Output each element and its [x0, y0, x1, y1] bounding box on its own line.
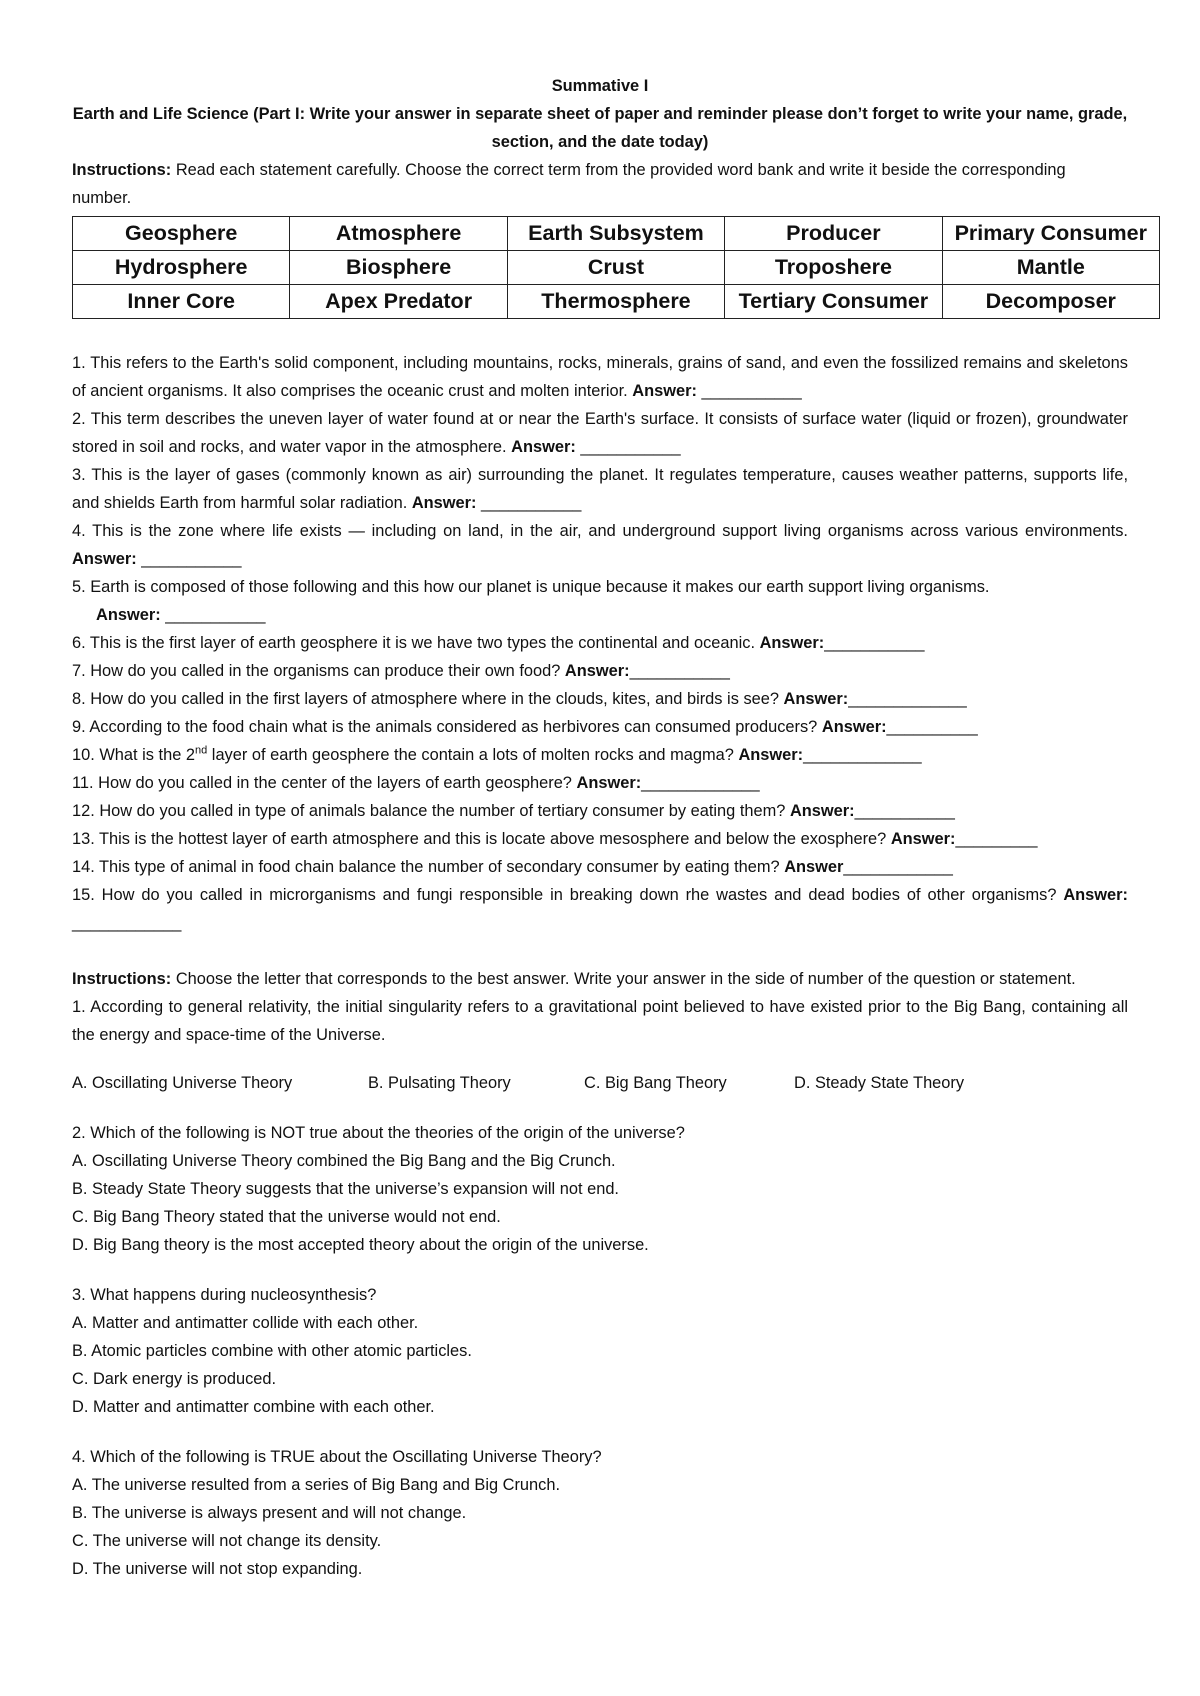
- answer-blank: _________: [955, 830, 1038, 848]
- mc-option: B. Atomic particles combine with other atomic particles.: [72, 1342, 472, 1360]
- mc-question-1: 1. According to general relativity, the initial singularity refers to a gravitational point believed to have existed prior to the Big Bang, containing all the energy and space-time of the Universe.: [72, 998, 1128, 1044]
- instructions-label: Instructions:: [72, 161, 172, 179]
- question-text: 11. How do you called in the center of the layers of earth geosphere?: [72, 774, 577, 792]
- question-3: [72, 461, 1128, 517]
- question-9: [72, 713, 1128, 741]
- word-bank-row: [73, 251, 1160, 285]
- answer-label: Answer:: [576, 774, 642, 792]
- instructions-text: Read each statement carefully. Choose the correct term from the provided word bank and write it beside the corresponding number.: [72, 161, 1066, 207]
- answer-blank: ___________: [854, 802, 955, 820]
- question-15: [72, 881, 1128, 937]
- question-text: 2. This term describes the uneven layer of water found at or near the Earth's surface. It consists of surface water (liquid or frozen), groundwater stored in soil and rocks, and water vapor in the atmosphere.: [72, 410, 1128, 456]
- answer-label: Answer:: [789, 802, 855, 820]
- answer-blank: ___________: [824, 634, 925, 652]
- question-text: 1. This refers to the Earth's solid component, including mountains, rocks, minerals, grains of sand, and even the fossilized remains and skeletons of ancient organisms. It also comprises the oceanic crust and molten interior.: [72, 354, 1128, 400]
- question-12: [72, 797, 1128, 825]
- question-text: 3. This is the layer of gases (commonly known as air) surrounding the planet. It regulates temperature, causes weather patterns, supports life, and shields Earth from harmful solar radiation.: [72, 466, 1128, 512]
- mc-option: A. Oscillating Universe Theory combined the Big Bang and the Big Crunch.: [72, 1152, 616, 1170]
- word-bank-cell: Geosphere: [73, 217, 290, 251]
- word-bank-table: [72, 216, 1160, 319]
- question-7: [72, 657, 1128, 685]
- section-spacer: [72, 1259, 1128, 1281]
- question-text: layer of earth geosphere the contain a lots of molten rocks and magma?: [207, 746, 739, 764]
- question-11: [72, 769, 1128, 797]
- question-14: [72, 853, 1128, 881]
- question-5-answer: [72, 601, 1128, 629]
- answer-blank: _____________: [641, 774, 760, 792]
- word-bank-row: [73, 217, 1160, 251]
- mc-question-4: 4. Which of the following is TRUE about the Oscillating Universe Theory?: [72, 1448, 602, 1466]
- question-text: 7. How do you called in the organisms can produce their own food?: [72, 662, 565, 680]
- question-text: 8. How do you called in the first layers of atmosphere where in the clouds, kites, and birds is see?: [72, 690, 784, 708]
- answer-label: Answer:: [783, 690, 849, 708]
- answer-blank: _____________: [803, 746, 922, 764]
- answer-blank: ___________: [160, 606, 266, 624]
- mc-question-2: 2. Which of the following is NOT true about the theories of the origin of the universe?: [72, 1124, 685, 1142]
- word-bank-cell: Biosphere: [290, 251, 507, 285]
- answer-blank: ___________: [476, 494, 582, 512]
- mc-option: B. The universe is always present and will not change.: [72, 1504, 467, 1522]
- question-text: 6. This is the first layer of earth geosphere it is we have two types the continental and oceanic.: [72, 634, 760, 652]
- question-8: [72, 685, 1128, 713]
- answer-label: Answer:: [890, 830, 956, 848]
- answer-blank: ____________: [72, 914, 182, 932]
- word-bank-cell: Producer: [725, 217, 942, 251]
- ordinal-suffix: nd: [195, 744, 208, 757]
- answer-label: Answer:: [759, 634, 825, 652]
- mc-option: A. Oscillating Universe Theory: [72, 1074, 293, 1092]
- answer-label: Answer:: [72, 550, 137, 568]
- answer-label: Answer:: [411, 494, 477, 512]
- section-spacer: [72, 1049, 1128, 1069]
- word-bank-cell: Apex Predator: [290, 285, 507, 319]
- answer-label: Answer:: [564, 662, 630, 680]
- mc-option: D. Matter and antimatter combine with each other.: [72, 1398, 435, 1416]
- mc-option: A. The universe resulted from a series of Big Bang and Big Crunch.: [72, 1476, 561, 1494]
- question-text: 12. How do you called in type of animals balance the number of tertiary consumer by eating them?: [72, 802, 790, 820]
- answer-blank: ___________: [696, 382, 802, 400]
- word-bank-cell: Hydrosphere: [73, 251, 290, 285]
- question-text: 13. This is the hottest layer of earth atmosphere and this is locate above mesosphere and below the exosphere?: [72, 830, 891, 848]
- word-bank-cell: Thermosphere: [507, 285, 724, 319]
- mc-option: D. Big Bang theory is the most accepted theory about the origin of the universe.: [72, 1236, 649, 1254]
- mc-question-3: 3. What happens during nucleosynthesis?: [72, 1286, 377, 1304]
- answer-blank: ___________: [136, 550, 242, 568]
- answer-label: Answer:: [738, 746, 804, 764]
- mc-option: D. The universe will not stop expanding.: [72, 1560, 363, 1578]
- instructions-text: Choose the letter that corresponds to the best answer. Write your answer in the side of number of the question or statement.: [171, 970, 1076, 988]
- word-bank-cell: Primary Consumer: [942, 217, 1159, 251]
- answer-blank: ____________: [843, 858, 953, 876]
- question-text: 9. According to the food chain what is the animals considered as herbivores can consumed producers?: [72, 718, 822, 736]
- word-bank-cell: Inner Core: [73, 285, 290, 319]
- question-text: 4. This is the zone where life exists — including on land, in the air, and underground support living organisms across various environments.: [72, 522, 1128, 540]
- instructions-label: Instructions:: [72, 970, 172, 988]
- question-text-start: 10. What is the 2: [72, 746, 195, 764]
- word-bank-row: [73, 285, 1160, 319]
- mc-option: D. Steady State Theory: [794, 1074, 965, 1092]
- answer-label: Answer: [784, 858, 844, 876]
- question-5: [72, 573, 1128, 601]
- answer-blank: ___________: [629, 662, 730, 680]
- section-spacer: [72, 937, 1128, 965]
- word-bank-cell: Mantle: [942, 251, 1159, 285]
- answer-blank: ___________: [575, 438, 681, 456]
- mc-option: B. Steady State Theory suggests that the universe’s expansion will not end.: [72, 1180, 619, 1198]
- answer-label: Answer:: [1063, 886, 1128, 904]
- word-bank-cell: Troposhere: [725, 251, 942, 285]
- mc-option: C. Big Bang Theory stated that the universe would not end.: [72, 1208, 501, 1226]
- question-13: [72, 825, 1128, 853]
- word-bank-cell: Earth Subsystem: [507, 217, 724, 251]
- word-bank-cell: Decomposer: [942, 285, 1159, 319]
- question-2: [72, 405, 1128, 461]
- question-1: [72, 349, 1128, 405]
- mc-option: A. Matter and antimatter collide with each other.: [72, 1314, 419, 1332]
- answer-label: Answer:: [821, 718, 887, 736]
- document-subtitle: Earth and Life Science (Part I: Write your answer in separate sheet of paper and reminder please don’t forget to write your name, grade, section, and the date today): [72, 105, 1128, 151]
- part1-instructions: [72, 156, 1128, 212]
- mc-option: C. The universe will not change its density.: [72, 1532, 382, 1550]
- answer-blank: __________: [886, 718, 978, 736]
- mc-option: C. Dark energy is produced.: [72, 1370, 277, 1388]
- answer-label: Answer:: [511, 438, 576, 456]
- question-text: 15. How do you called in microrganisms and fungi responsible in breaking down rhe wastes and dead bodies of other organisms?: [72, 886, 1064, 904]
- section-spacer: [72, 1097, 1128, 1119]
- answer-blank: _____________: [848, 690, 967, 708]
- answer-label: Answer:: [96, 606, 161, 624]
- document-title: Summative I: [551, 77, 649, 95]
- part2-instructions: [72, 965, 1128, 993]
- question-4: [72, 517, 1128, 573]
- answer-label: Answer:: [632, 382, 697, 400]
- mc-option: C. Big Bang Theory: [584, 1074, 727, 1092]
- word-bank-cell: Tertiary Consumer: [725, 285, 942, 319]
- question-6: [72, 629, 1128, 657]
- mc-option: B. Pulsating Theory: [368, 1074, 511, 1092]
- question-10: [72, 741, 1128, 769]
- mc-options-row: [72, 1069, 1128, 1097]
- section-spacer: [72, 1421, 1128, 1443]
- word-bank-cell: Crust: [507, 251, 724, 285]
- question-text: 14. This type of animal in food chain balance the number of secondary consumer by eating them?: [72, 858, 785, 876]
- question-text: 5. Earth is composed of those following and this how our planet is unique because it makes our earth support living organisms.: [72, 578, 990, 596]
- word-bank-cell: Atmosphere: [290, 217, 507, 251]
